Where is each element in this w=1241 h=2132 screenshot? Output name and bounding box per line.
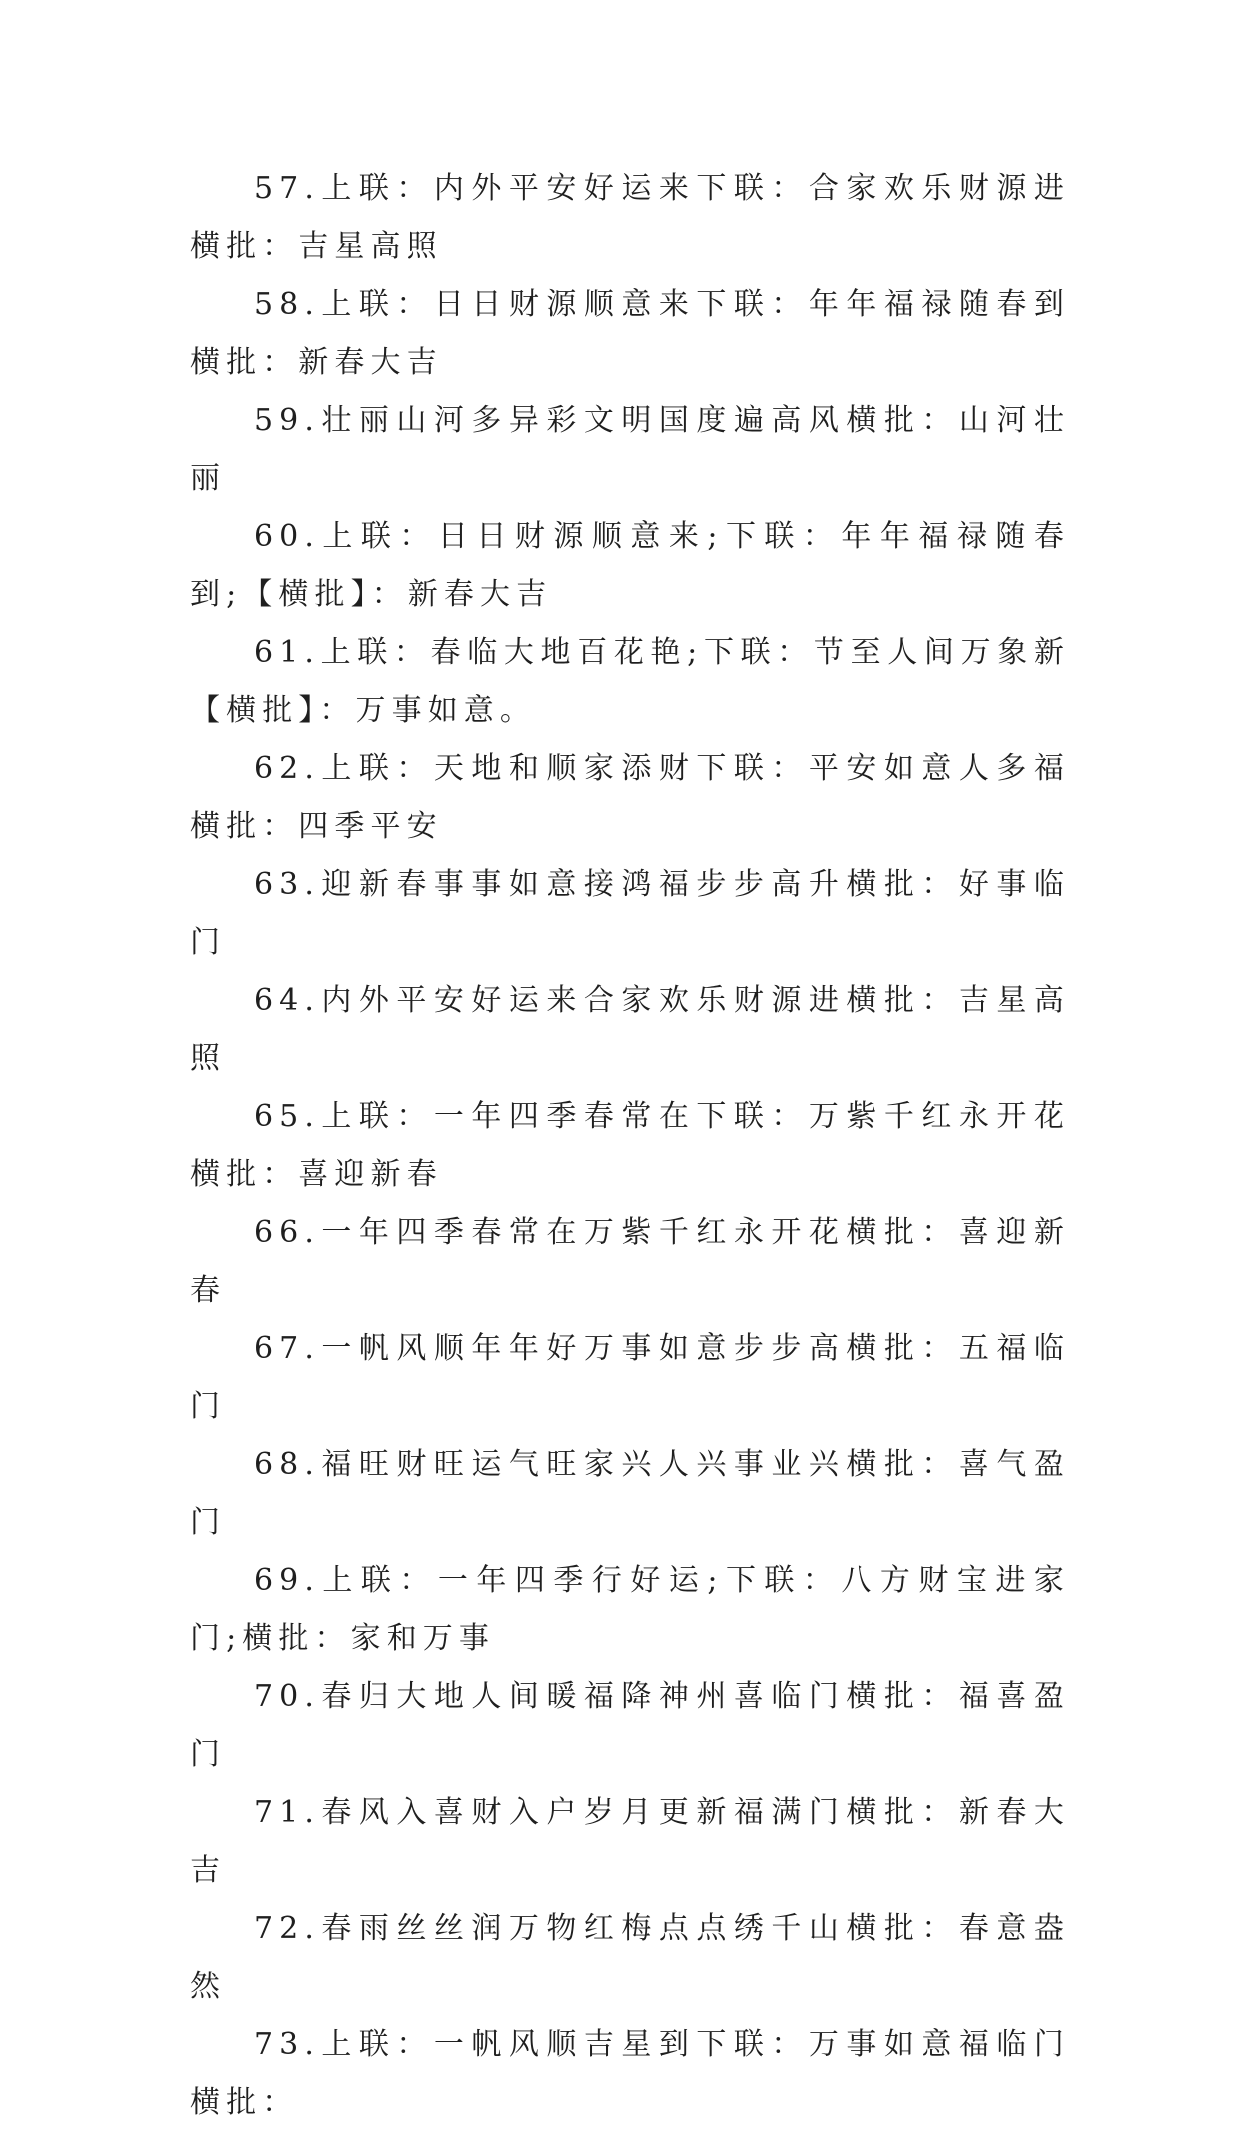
couplet-paragraph: 65.上联：一年四季春常在下联：万紫千红永开花横批：喜迎新春 — [190, 1099, 1070, 1192]
couplet-paragraph: 68.福旺财旺运气旺家兴人兴事业兴横批：喜气盈门 — [190, 1447, 1070, 1540]
couplet-paragraph: 59.壮丽山河多异彩文明国度遍高风横批：山河壮丽 — [190, 403, 1070, 496]
couplet-paragraph: 69.上联：一年四季行好运;下联：八方财宝进家门;横批：家和万事 — [190, 1563, 1070, 1656]
couplet-paragraph: 72.春雨丝丝润万物红梅点点绣千山横批：春意盎然 — [190, 1911, 1070, 2004]
document-body — [190, 160, 1070, 2132]
couplet-paragraph: 70.春归大地人间暖福降神州喜临门横批：福喜盈门 — [190, 1679, 1070, 1772]
couplet-paragraph: 73.上联：一帆风顺吉星到下联：万事如意福临门横批： — [190, 2027, 1070, 2120]
couplet-paragraph: 60.上联：日日财源顺意来;下联：年年福禄随春到;【横批】：新春大吉 — [190, 519, 1070, 612]
couplet-paragraph: 62.上联：天地和顺家添财下联：平安如意人多福横批：四季平安 — [190, 751, 1070, 844]
couplet-paragraph: 67.一帆风顺年年好万事如意步步高横批：五福临门 — [190, 1331, 1070, 1424]
couplet-paragraph: 58.上联：日日财源顺意来下联：年年福禄随春到横批：新春大吉 — [190, 287, 1070, 380]
couplet-paragraph: 57.上联：内外平安好运来下联：合家欢乐财源进横批：吉星高照 — [190, 171, 1070, 264]
couplet-paragraph: 64.内外平安好运来合家欢乐财源进横批：吉星高照 — [190, 983, 1070, 1076]
couplet-paragraph: 71.春风入喜财入户岁月更新福满门横批：新春大吉 — [190, 1795, 1070, 1888]
couplet-paragraph: 61.上联：春临大地百花艳;下联：节至人间万象新【横批】：万事如意。 — [190, 635, 1070, 728]
couplet-paragraph: 66.一年四季春常在万紫千红永开花横批：喜迎新春 — [190, 1215, 1070, 1308]
couplet-paragraph: 63.迎新春事事如意接鸿福步步高升横批：好事临门 — [190, 867, 1070, 960]
